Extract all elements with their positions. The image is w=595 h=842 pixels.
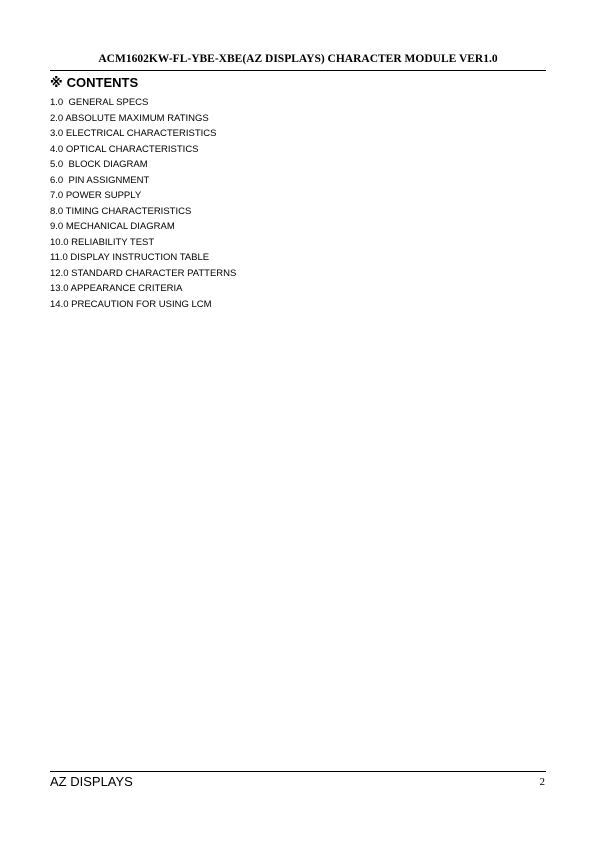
page-header — [50, 52, 546, 71]
toc-item-block-diagram[interactable]: 5.0 BLOCK DIAGRAM — [50, 159, 148, 170]
toc-item-standard-character-patterns[interactable]: 12.0 STANDARD CHARACTER PATTERNS — [50, 267, 237, 279]
toc-item-timing-characteristics[interactable]: 8.0 TIMING CHARACTERISTICS — [50, 205, 192, 217]
reference-mark-icon: ※ — [50, 76, 63, 91]
toc-item-mechanical-diagram[interactable]: 9.0 MECHANICAL DIAGRAM — [50, 221, 175, 232]
toc-item-appearance-criteria[interactable]: 13.0 APPEARANCE CRITERIA — [50, 283, 183, 294]
toc-item-power-supply[interactable]: 7.0 POWER SUPPLY — [50, 190, 142, 201]
table-of-contents — [50, 95, 236, 312]
footer-company-name: AZ DISPLAYS — [50, 774, 133, 789]
toc-item-display-instruction-table[interactable]: 11.0 DISPLAY INSTRUCTION TABLE — [50, 252, 210, 263]
toc-item-optical-characteristics[interactable]: 4.0 OPTICAL CHARACTERISTICS — [50, 143, 199, 155]
toc-item-absolute-maximum-ratings[interactable]: 2.0 ABSOLUTE MAXIMUM RATINGS — [50, 112, 209, 124]
toc-item-reliability-test[interactable]: 10.0 RELIABILITY TEST — [50, 236, 155, 248]
toc-item-precaution-for-using-lcm[interactable]: 14.0 PRECAUTION FOR USING LCM — [50, 298, 212, 310]
toc-item-general-specs[interactable]: 1.0 GENERAL SPECS — [50, 97, 149, 108]
contents-heading-label: CONTENTS — [66, 75, 139, 90]
toc-item-electrical-characteristics[interactable]: 3.0 ELECTRICAL CHARACTERISTICS — [50, 128, 217, 139]
toc-item-pin-assignment[interactable]: 6.0 PIN ASSIGNMENT — [50, 174, 150, 186]
contents-heading — [50, 75, 138, 92]
page-number: 2 — [539, 776, 545, 788]
document-title: ACM1602KW-FL-YBE-XBE(AZ DISPLAYS) CHARACTER MODULE VER1.0 — [98, 53, 498, 65]
page-footer — [50, 771, 546, 789]
